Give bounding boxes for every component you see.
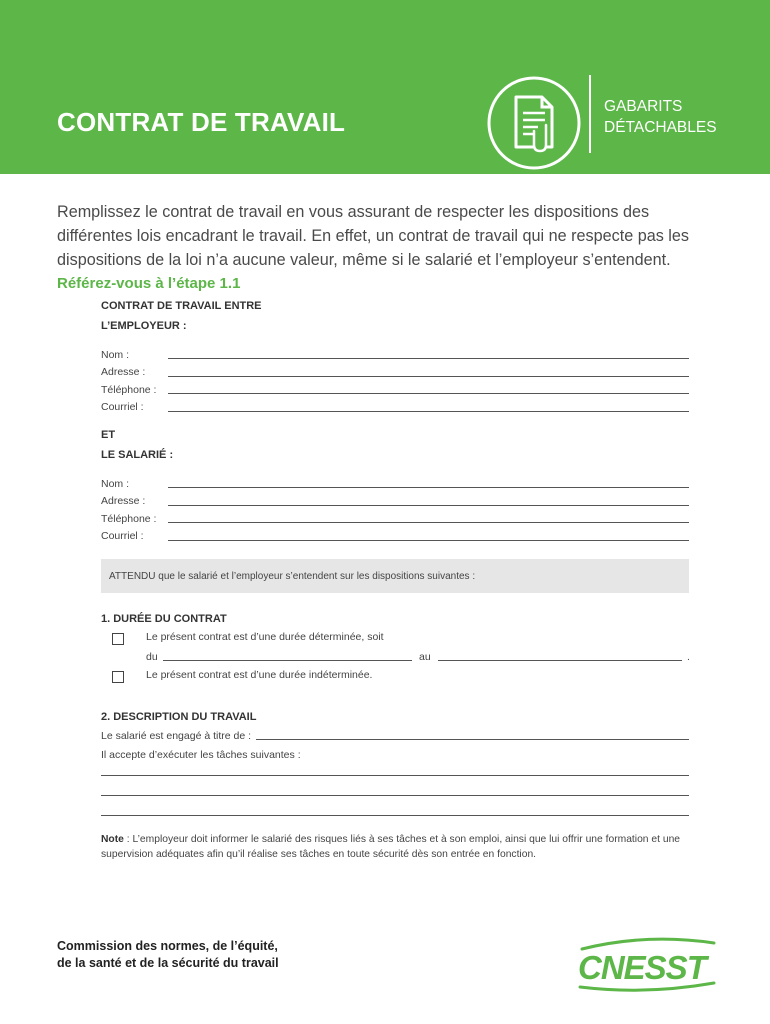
employer-phone-field[interactable]: [168, 393, 689, 394]
tasks-line-1[interactable]: [101, 775, 689, 776]
employee-subheading: LE SALARIÉ :: [101, 449, 174, 461]
step-reference: Référez-vous à l’étape 1.1: [57, 275, 241, 292]
end-date-field[interactable]: [438, 660, 682, 661]
employee-email-label: Courriel :: [101, 530, 144, 542]
note-paragraph: [101, 832, 701, 862]
attendu-band: [101, 559, 689, 593]
employee-address-label: Adresse :: [101, 495, 146, 507]
category-label: GABARITS DÉTACHABLES: [604, 98, 717, 136]
tasks-line-2[interactable]: [101, 795, 689, 796]
divider: [589, 75, 591, 153]
employer-address-field[interactable]: [168, 376, 689, 377]
employer-address-label: Adresse :: [101, 366, 146, 378]
to-label: au: [419, 651, 431, 663]
note-label: Note: [101, 834, 124, 845]
fixed-term-label: Le présent contrat est d’une durée déterminée, soit: [146, 631, 384, 643]
employer-email-field[interactable]: [168, 411, 689, 412]
employee-name-label: Nom :: [101, 478, 130, 490]
intro-paragraph: Remplissez le contrat de travail en vous assurant de respecter les dispositions des différentes lois encadrant le travail. En effet, un contrat de travail qui ne respecte pas les dispositions de la loi n’a aucune valeur, même si le salarié et l’employeur s’entendent.: [57, 203, 689, 269]
section1-title: 1. DURÉE DU CONTRAT: [101, 613, 227, 625]
period-mark: .: [687, 651, 690, 663]
tasks-label: Il accepte d’exécuter les tâches suivantes :: [101, 749, 301, 761]
employee-address-field[interactable]: [168, 505, 689, 506]
employer-email-label: Courriel :: [101, 401, 144, 413]
employee-email-field[interactable]: [168, 540, 689, 541]
employee-heading: ET: [101, 429, 116, 441]
fixed-term-checkbox[interactable]: [112, 633, 124, 645]
employer-heading: CONTRAT DE TRAVAIL ENTRE: [101, 300, 262, 312]
document-clip-icon: [486, 75, 582, 171]
indefinite-term-label: Le présent contrat est d’une durée indéterminée.: [146, 669, 373, 681]
note-text: : L’employeur doit informer le salarié des risques liés à ses tâches et à son emploi, ainsi que lui offrir une formation et une supervision adéquates afin qu’il réalise ses tâches en toute sécurité dès son entrée en fonction.: [101, 834, 681, 860]
tasks-line-3[interactable]: [101, 815, 689, 816]
start-date-field[interactable]: [163, 660, 412, 661]
indefinite-term-checkbox[interactable]: [112, 671, 124, 683]
employer-name-field[interactable]: [168, 358, 689, 359]
employee-name-field[interactable]: [168, 487, 689, 488]
employee-phone-label: Téléphone :: [101, 513, 157, 525]
section2-title: 2. DESCRIPTION DU TRAVAIL: [101, 711, 257, 723]
page-title: CONTRAT DE TRAVAIL: [57, 107, 346, 137]
cnesst-logo: [576, 935, 718, 995]
organization-name: Commission des normes, de l’équité, de la santé et de la sécurité du travail: [57, 939, 279, 970]
header-band: [0, 0, 770, 174]
job-title-field[interactable]: [256, 739, 689, 740]
attendu-text: ATTENDU que le salarié et l’employeur s’entendent sur les dispositions suivantes :: [109, 571, 476, 582]
employer-phone-label: Téléphone :: [101, 384, 157, 396]
employee-phone-field[interactable]: [168, 522, 689, 523]
svg-text:CNESST: CNESST: [578, 949, 706, 986]
employer-subheading: L’EMPLOYEUR :: [101, 320, 187, 332]
job-title-label: Le salarié est engagé à titre de :: [101, 730, 252, 742]
employer-name-label: Nom :: [101, 349, 130, 361]
from-label: du: [146, 651, 158, 663]
